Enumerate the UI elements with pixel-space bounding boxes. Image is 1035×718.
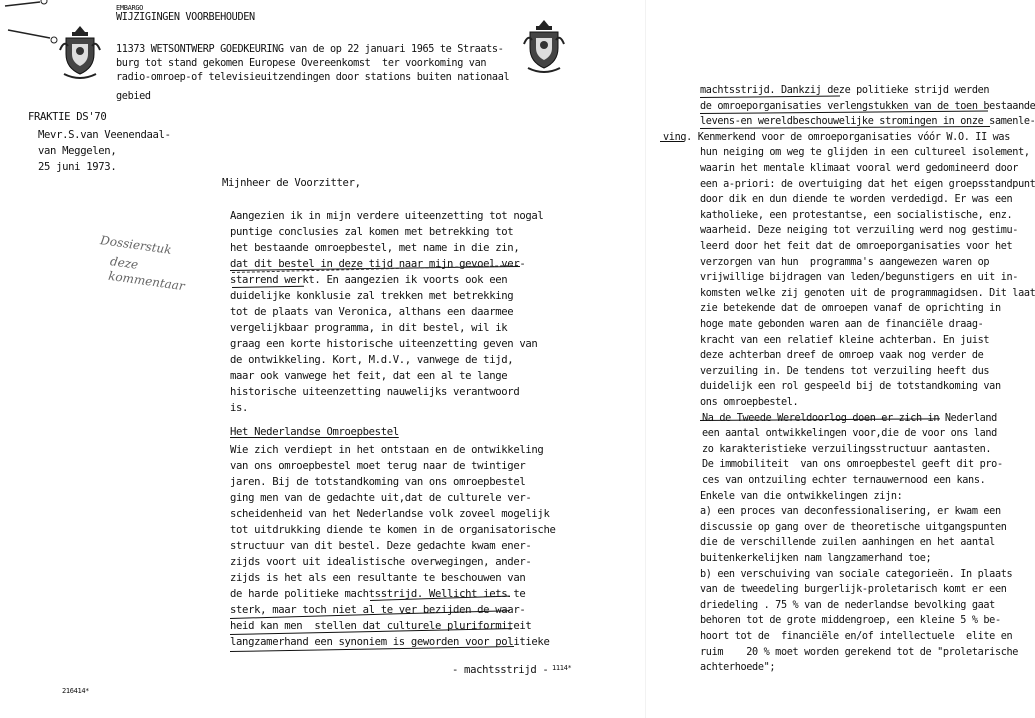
paragraph-line: het bestaande omroepbestel, met name in die zin,: [230, 242, 520, 254]
paragraph-line: verzorgen van hun programma's aangewezen waren op: [700, 256, 990, 268]
sender-line: Mevr.S.van Veenendaal-: [38, 129, 171, 141]
paragraph-line: buitenkerkelijken nam langzamerhand toe;: [700, 553, 932, 564]
handwritten-note: deze: [109, 254, 140, 272]
changes-reserved-label: WIJZIGINGEN VOORBEHOUDEN: [116, 12, 255, 23]
paragraph-line: katholieke, een protestantse, een socialistische, enz.: [700, 209, 1013, 221]
right-page: [645, 0, 1035, 718]
paragraph-line: hoge mate gebonden waren aan de financiële draag-: [700, 319, 984, 330]
sender-line: 25 juni 1973.: [38, 161, 117, 173]
paragraph-line: duidelijke konklusie zal trekken met betrekking: [230, 290, 514, 302]
paragraph-line: vergelijkbaar programma, in dit bestel, wil ik: [230, 322, 508, 334]
paragraph-line: komsten welke zij genoten uit de programmagidsen. Dit laat: [700, 287, 1035, 299]
paragraph-line: ving. Kenmerkend voor de omroeporganisaties vóór W.O. II was: [663, 131, 1011, 143]
paragraph-line: behoren tot de grote middengroep, een kleine 5 % be-: [700, 615, 1001, 627]
page-code: 216414*: [62, 687, 90, 695]
paragraph-line: b) een verschuiving van sociale categorieën. In plaats: [700, 568, 1013, 580]
paragraph-line: maar ook vanwege het feit, dat een al te lange: [230, 370, 508, 382]
paragraph-line: deze achterban dreef de omroep vaak nog verder de: [700, 350, 984, 362]
paragraph-line: driedeling . 75 % van de nederlandse bevolking gaat: [700, 599, 995, 611]
paragraph-line: De immobiliteit van ons omroepbestel geeft dit pro-: [702, 459, 1003, 471]
paragraph-line: waarin het mentale klimaat vooral werd gedomineerd door: [700, 163, 1019, 174]
paragraph-line: duidelijk een rol gespeeld bij de totstandkoming van: [700, 381, 1001, 393]
paragraph-line: de ontwikkeling. Kort, M.d.V., vanwege de tijd,: [230, 354, 514, 366]
paragraph-line: ces van ontzuiling echter ternauwernood een kans.: [702, 475, 986, 486]
paragraph-line: zijds voort uit idealistische overwegingen, ander-: [230, 556, 532, 568]
hand-underline: [660, 141, 684, 142]
handwritten-note: kommentaar: [107, 268, 186, 294]
paragraph-line: vrijwillige bijdragen van leden/begunstigers en uit in-: [700, 272, 1019, 284]
hand-underline: [232, 286, 304, 288]
bill-line: burg tot stand gekomen Europese Overeenkomst ter voorkoming van: [116, 58, 487, 69]
bill-line: 11373 WETSONTWERP GOEDKEURING van de op 22 januari 1965 te Straats-: [116, 44, 504, 55]
paragraph-line: Na de Tweede Wereldoorlog doen er zich in Nederland: [702, 412, 997, 424]
bill-line: radio-omroep-of televisieuitzendingen door stations buiten nationaal: [116, 72, 510, 83]
paragraph-line: historische uiteenzetting nauwelijks verantwoord: [230, 386, 520, 398]
paragraph-line: hoort tot de financiële en/of intellectuele elite en: [700, 631, 1013, 642]
paragraph-line: machtsstrijd. Dankzij deze politieke strijd werden: [700, 85, 990, 96]
paragraph-line: Aangezien ik in mijn verdere uiteenzetting tot nogal: [230, 210, 544, 222]
embargo-label: EMBARGO: [116, 4, 144, 12]
paragraph-line: achterhoede";: [700, 662, 776, 674]
paragraph-line: ons omroepbestel.: [700, 397, 799, 408]
paragraph-line: graag een korte historische uiteenzetting geven van: [230, 338, 538, 350]
paragraph-line: leerd door het feit dat de omroeporganisaties voor het: [700, 241, 1013, 252]
paragraph-line: dat dit bestel in deze tijd naar mijn gevoel ver-: [230, 258, 526, 270]
section-title: Het Nederlandse Omroepbestel: [230, 426, 399, 438]
royal-crest-icon: [58, 24, 102, 80]
paragraph-line: van ons omroepbestel moet terug naar de twintiger: [230, 460, 526, 472]
sender-line: van Meggelen,: [38, 145, 117, 157]
paragraph-line: hun neiging om weg te glijden in een cultureel isolement,: [700, 147, 1030, 159]
catchword: - machtsstrijd -: [452, 664, 549, 676]
paragraph-line: puntige conclusies zal komen met betrekking tot: [230, 226, 514, 238]
paragraph-line: die de verschillende zuilen aanhingen en het aantal: [700, 537, 995, 549]
paragraph-line: een a-priori: de overtuiging dat het eigen groepsstandpunt: [700, 178, 1035, 190]
paragraph-line: a) een proces van deconfessionalisering, er kwam een: [700, 506, 1001, 518]
paragraph-line: zie betekende dat de omroepen vanaf de oprichting in: [700, 303, 1001, 315]
paragraph-line: zijds is het als een resultante te beschouwen van: [230, 572, 526, 584]
paragraph-line: discussie op gang over de theoretische uitgangspunten: [700, 521, 1007, 533]
paragraph-line: tot uitdrukking diende te komen in de organisatorische: [230, 524, 556, 536]
paragraph-line: heid kan men stellen dat culturele pluriformiteit: [230, 620, 532, 632]
paragraph-line: langzamerhand een synoniem is geworden voor politieke: [230, 636, 550, 648]
paragraph-line: jaren. Bij de totstandkoming van ons omroepbestel: [230, 476, 526, 488]
handwritten-note: Dossierstuk: [99, 233, 173, 257]
paragraph-line: ging men van de gedachte uit,dat de culturele ver-: [230, 492, 532, 504]
royal-crest-icon: [522, 18, 566, 74]
paragraph-line: starrend werkt. En aangezien ik voorts ook een: [230, 274, 508, 286]
paragraph-line: de omroeporganisaties verlengstukken van de toen bestaande: [700, 100, 1035, 112]
sender-line: FRAKTIE DS'70: [28, 111, 107, 123]
paragraph-line: ruim 20 % moet worden gerekend tot de "proletarische: [700, 646, 1019, 658]
paragraph-line: zo karakteristieke verzuilingsstructuur aantasten.: [702, 443, 992, 455]
paragraph-line: van de tweedeling burgerlijk-proletarisch komt er een: [700, 584, 1007, 596]
page-code: 1114*: [552, 664, 572, 672]
paragraph-line: levens-en wereldbeschouwelijke stromingen in onze samenle-: [700, 116, 1035, 128]
paragraph-line: scheidenheid van het Nederlandse volk zoveel mogelijk: [230, 508, 550, 520]
paragraph-line: waarheid. Deze neiging tot verzuiling werd nog gestimu-: [700, 225, 1019, 237]
paragraph-line: door dik en dun diende te worden verdedigd. Er was een: [700, 194, 1013, 206]
paragraph-line: verzuiling in. De tendens tot verzuiling heeft dus: [700, 365, 990, 377]
paragraph-line: een aantal ontwikkelingen voor,die de voor ons land: [702, 428, 997, 440]
paragraph-line: sterk, maar toch niet al te ver bezijden de waar-: [230, 604, 526, 616]
paragraph-line: Enkele van die ontwikkelingen zijn:: [700, 490, 903, 502]
bill-line: gebied: [116, 91, 151, 102]
paragraph-line: Wie zich verdiept in het ontstaan en de ontwikkeling: [230, 444, 544, 456]
salutation: Mijnheer de Voorzitter,: [222, 177, 361, 189]
paragraph-line: is.: [230, 402, 249, 414]
paragraph-line: kracht van een relatief kleine achterban. En juist: [700, 334, 990, 346]
paragraph-line: tot de plaats van Veronica, althans een daarmee: [230, 306, 514, 318]
paragraph-line: structuur van dit bestel. Deze gedachte kwam ener-: [230, 540, 532, 552]
paragraph-line: de harde politieke machtsstrijd. Wellicht iets te: [230, 588, 526, 600]
